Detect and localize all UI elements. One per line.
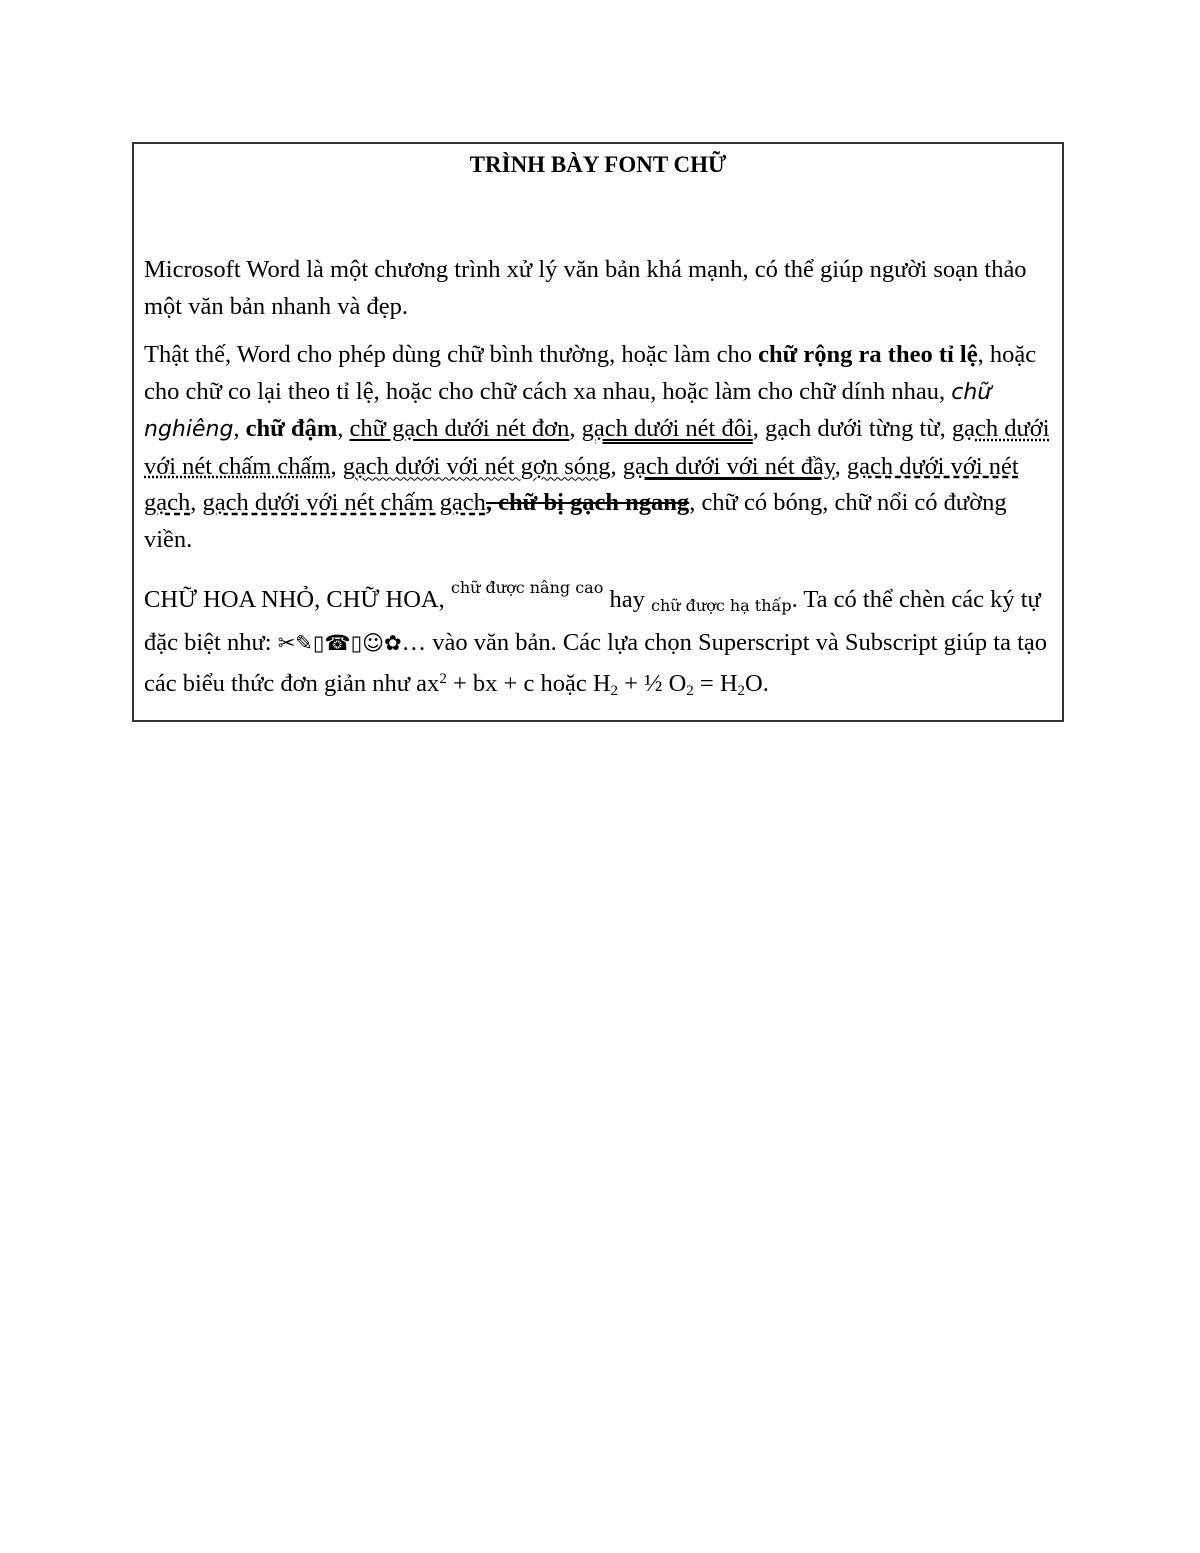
lowered-text: chữ được hạ thấp: [650, 596, 792, 615]
text: , CHỮ HOA,: [314, 586, 451, 613]
wide-text: chữ rộng ra theo tỉ lệ: [758, 341, 978, 368]
text: ,: [233, 415, 246, 442]
thick-underline-text: gạch dưới với nét đầy: [622, 452, 835, 480]
text: , chữ có bóng, chữ nổi có đường viền.: [144, 489, 1007, 553]
small-caps-text: CHỮ HOA NHỎ: [144, 586, 315, 613]
text: hay: [603, 586, 651, 613]
subscript: 2: [610, 683, 619, 699]
text: ,: [569, 415, 582, 442]
text: + bx + c hoặc H: [446, 670, 611, 697]
text: ,: [610, 452, 623, 480]
text: = H: [693, 670, 738, 697]
raised-text: chữ được nâng cao: [450, 578, 604, 597]
text: Thật thế, Word cho phép dùng chữ bình thường, hoặc làm cho: [144, 341, 759, 368]
bold-text: chữ đậm: [245, 415, 338, 442]
text: ,: [337, 415, 350, 442]
text: O.: [745, 670, 769, 697]
document-frame: [132, 142, 1064, 722]
text: ,: [190, 489, 203, 516]
text: ,: [330, 452, 343, 480]
paragraph-formatting: [144, 337, 1052, 558]
single-underline-text: chữ gạch dưới nét đơn: [349, 415, 570, 442]
double-underline-text: gạch dưới nét đôi: [581, 415, 753, 442]
dotted-underline-text: gạch dưới với nét chấm chấm: [144, 415, 1050, 480]
paragraph-special: [144, 570, 1052, 710]
special-symbols: ✂✎▯☎▯☺✿: [277, 630, 402, 655]
text: … vào văn bản. Các lựa chọn Superscript và Subscript giúp ta tạo các biểu thức đơn giản như ax: [144, 628, 1048, 697]
text: + ½ O: [618, 670, 687, 697]
subscript: 2: [686, 683, 694, 699]
italic-text: chữ nghiêng: [144, 379, 992, 442]
text: . Ta có thể chèn các ký tự đặc biệt như:: [144, 586, 1041, 656]
strikethrough-text: , chữ bị gạch ngang: [485, 489, 690, 516]
dot-dash-underline-text: gạch dưới với nét chấm gạch: [202, 489, 486, 516]
wavy-underline-text: gạch dưới với nét gợn sóng: [342, 452, 611, 480]
text: , gạch dưới từng từ,: [752, 415, 952, 442]
text: , hoặc cho chữ co lại theo tỉ lệ, hoặc cho chữ cách xa nhau, hoặc làm cho chữ dính nhau,: [144, 341, 1037, 405]
superscript: 2: [439, 671, 447, 687]
text: ,: [834, 452, 847, 480]
document-title: TRÌNH BÀY FONT CHỮ: [469, 152, 727, 177]
dash-underline-text: gạch dưới với nét gạch: [144, 452, 1019, 516]
subscript: 2: [737, 683, 746, 699]
paragraph-intro: Microsoft Word là một chương trình xử lý văn bản khá mạnh, có thể giúp người soạn thảo một văn bản nhanh và đẹp.: [144, 256, 1027, 320]
